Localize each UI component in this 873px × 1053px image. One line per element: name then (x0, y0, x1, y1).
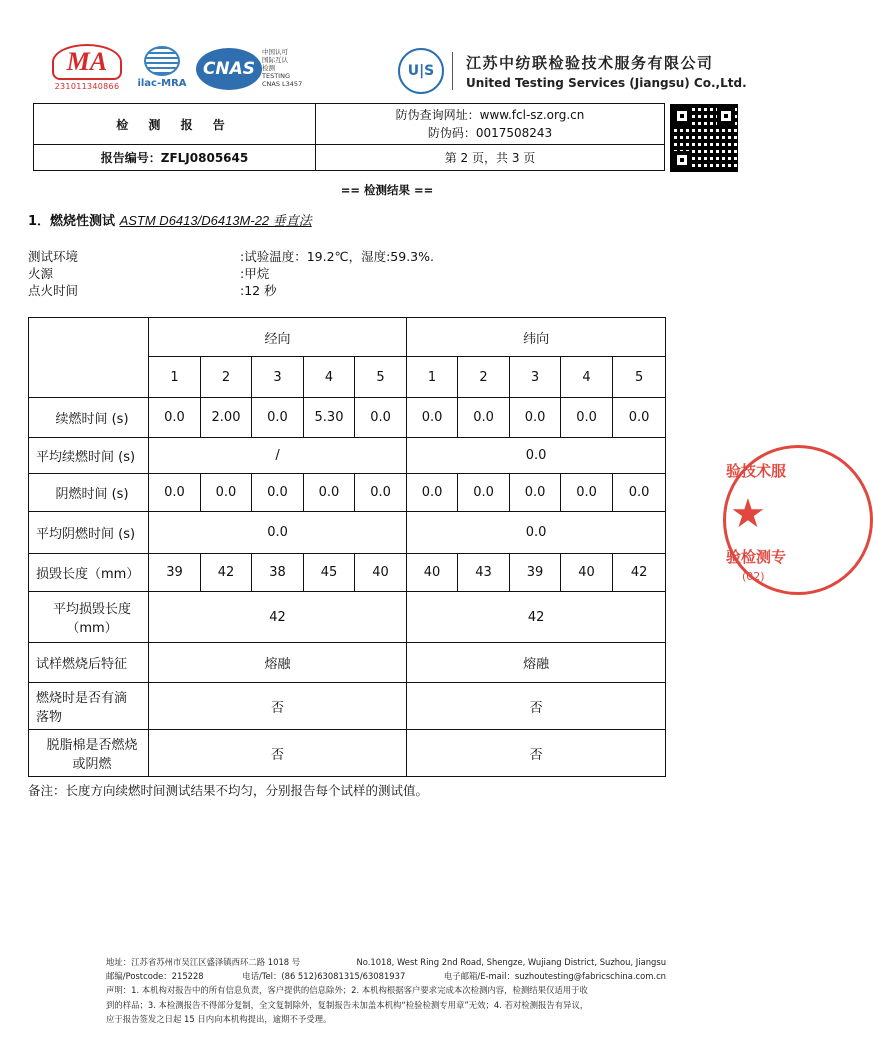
drips-warp: 否 (149, 683, 407, 730)
afterflame-label: 续燃时间 (s) (29, 398, 149, 438)
specimen-number: 5 (355, 357, 407, 398)
footer-statement: 到的样品；3. 本检测报告不得部分复制，全文复制除外，复制报告未加盖本机构“检验检测专用章”无效；4. 若对检测报告有异议， (106, 999, 589, 1010)
report-number: 报告编号：ZFLJ0805645 (34, 145, 316, 171)
avg-afterglow-weft: 0.0 (407, 512, 666, 554)
afterflame-value: 0.0 (561, 398, 613, 438)
cnas-side-line: CNAS L3457 (262, 80, 303, 88)
condition-label: 测试环境 (28, 249, 79, 264)
cma-logo (52, 44, 122, 94)
condition-row (28, 248, 434, 265)
char-length-value: 40 (407, 554, 458, 592)
condition-value: :甲烷 (240, 266, 270, 281)
char-length-value: 40 (355, 554, 407, 592)
test-title-prefix: 1．燃烧性测试 (28, 214, 120, 229)
specimen-number: 4 (304, 357, 355, 398)
footer-address-cn: 地址：江苏省苏州市吴江区盛泽镇西环二路 1018 号 (106, 957, 301, 967)
avg-char-weft: 42 (407, 592, 666, 643)
cotton-weft: 否 (407, 730, 666, 777)
cma-number: 231011340866 (54, 82, 120, 91)
afterglow-value: 0.0 (201, 474, 252, 512)
condition-label: 点火时间 (28, 283, 79, 298)
qr-code-icon (670, 104, 738, 172)
footer-address-en: No.1018, West Ring 2nd Road, Shengze, Wujiang District, Suzhou, Jiangsu (356, 957, 666, 967)
cnas-side-line: 检测 (262, 64, 275, 72)
afterflame-value: 0.0 (458, 398, 510, 438)
condition-value: :试验温度：19.2℃，湿度:59.3%. (240, 249, 434, 264)
test-standard: ASTM D6413/D6413M-22 垂直法 (119, 213, 312, 228)
footer (106, 955, 666, 1026)
avg-afterflame-warp: / (149, 438, 407, 474)
features-weft: 熔融 (407, 643, 666, 683)
features-warp: 熔融 (149, 643, 407, 683)
cnas-side-line: 中国认可 (262, 48, 288, 56)
afterflame-value: 2.00 (201, 398, 252, 438)
cotton-label (29, 730, 149, 777)
specimen-number: 4 (561, 357, 613, 398)
anti-counterfeit-info (316, 104, 665, 145)
afterflame-value: 0.0 (407, 398, 458, 438)
afterglow-value: 0.0 (510, 474, 561, 512)
test-conditions (28, 248, 434, 299)
avg-afterflame-weft: 0.0 (407, 438, 666, 474)
cnas-logo: CNAS (196, 48, 262, 90)
ilac-logo (134, 46, 190, 92)
footer-postcode: 邮编/Postcode：215228 (106, 971, 204, 982)
report-title: 检 测 报 告 (34, 104, 316, 145)
cnas-side-text (262, 48, 322, 88)
afterglow-value: 0.0 (407, 474, 458, 512)
test-title (28, 210, 312, 229)
stamp-top-text: 验技术服 (726, 462, 787, 480)
anti-counterfeit-code: 防伪码：0017508243 (427, 126, 553, 140)
afterglow-value: 0.0 (613, 474, 666, 512)
drips-label-line: 落物 (36, 710, 63, 725)
avg-char-label-line: （mm） (66, 621, 118, 636)
cotton-label-line: 或阴燃 (72, 757, 112, 772)
char-length-value: 43 (458, 554, 510, 592)
specimen-number: 1 (149, 357, 201, 398)
afterglow-value: 0.0 (304, 474, 355, 512)
logo-divider (452, 52, 453, 90)
char-length-value: 38 (252, 554, 304, 592)
footer-statement: 应于报告签发之日起 15 日内向本机构提出，逾期不予受理。 (106, 1013, 332, 1024)
drips-weft: 否 (407, 683, 666, 730)
char-length-value: 39 (149, 554, 201, 592)
footer-tel: 电话/Tel：(86 512)63081315/63081937 (242, 971, 406, 982)
char-length-value: 40 (561, 554, 613, 592)
specimen-number: 2 (458, 357, 510, 398)
globe-icon (144, 46, 180, 76)
uts-logo: U|S (398, 48, 444, 94)
char-length-value: 45 (304, 554, 355, 592)
star-icon: ★ (730, 491, 766, 537)
specimen-number: 3 (252, 357, 304, 398)
company-name-cn: 江苏中纺联检验技术服务有限公司 (466, 54, 714, 72)
cotton-warp: 否 (149, 730, 407, 777)
stamp-bottom-text: 验检测专 (726, 548, 787, 566)
footer-email: 电子邮箱/E-mail：suzhoutesting@fabricschina.com.cn (443, 971, 666, 982)
avg-afterflame-label: 平均续燃时间 (s) (29, 438, 149, 474)
avg-char-warp: 42 (149, 592, 407, 643)
anti-counterfeit-url: 防伪查询网址：www.fcl-sz.org.cn (395, 108, 585, 122)
footer-address-row (106, 955, 666, 969)
company-name-en: United Testing Services (Jiangsu) Co.,Ltd. (466, 76, 747, 90)
char-length-value: 42 (613, 554, 666, 592)
inspection-stamp (723, 445, 873, 595)
cotton-label-line: 脱脂棉是否燃烧 (46, 738, 138, 753)
ilac-label: ilac-MRA (137, 78, 187, 89)
afterglow-value: 0.0 (149, 474, 201, 512)
weft-header: 纬向 (407, 318, 666, 357)
afterglow-value: 0.0 (458, 474, 510, 512)
footer-statement: 声明：1. 本机构对报告中的所有信息负责，客户提供的信息除外；2. 本机构根据客户要求完成本次检测内容，检测结果仅适用于收 (106, 985, 588, 996)
condition-label: 火源 (28, 266, 54, 281)
drips-label-line: 燃烧时是否有滴 (36, 691, 128, 706)
page-info: 第 2 页，共 3 页 (316, 145, 665, 171)
cma-mark-icon: MA (52, 44, 122, 80)
afterflame-value: 0.0 (252, 398, 304, 438)
avg-afterglow-label: 平均阴燃时间 (s) (29, 512, 149, 554)
drips-label (29, 683, 149, 730)
char-length-value: 39 (510, 554, 561, 592)
specimen-number: 2 (201, 357, 252, 398)
afterflame-value: 0.0 (613, 398, 666, 438)
specimen-number: 5 (613, 357, 666, 398)
char-length-value: 42 (201, 554, 252, 592)
char-length-label: 损毁长度（mm） (29, 554, 149, 592)
condition-value: :12 秒 (240, 283, 277, 298)
afterflame-value: 0.0 (355, 398, 407, 438)
warp-header: 经向 (149, 318, 407, 357)
afterglow-value: 0.0 (355, 474, 407, 512)
footer-contact-row (106, 969, 666, 983)
condition-row (28, 282, 434, 299)
cnas-side-line: TESTING (262, 72, 290, 80)
avg-char-label-line: 平均损毁长度 (52, 602, 131, 617)
specimen-number: 3 (510, 357, 561, 398)
specimen-number: 1 (407, 357, 458, 398)
avg-char-label (29, 592, 149, 643)
condition-row (28, 265, 434, 282)
stamp-code: (02) (742, 570, 765, 583)
afterflame-value: 0.0 (510, 398, 561, 438)
afterglow-label: 阴燃时间 (s) (29, 474, 149, 512)
afterglow-value: 0.0 (561, 474, 613, 512)
corner-cell (29, 318, 149, 398)
afterflame-value: 5.30 (304, 398, 355, 438)
afterglow-value: 0.0 (252, 474, 304, 512)
afterflame-value: 0.0 (149, 398, 201, 438)
results-table (28, 317, 666, 777)
section-heading: == 检测结果 == (340, 183, 434, 197)
remark: 备注：长度方向续燃时间测试结果不均匀，分别报告每个试样的测试值。 (28, 783, 429, 798)
cnas-side-line: 国际互认 (262, 56, 288, 64)
report-header-table (33, 103, 665, 171)
avg-afterglow-warp: 0.0 (149, 512, 407, 554)
features-label: 试样燃烧后特征 (29, 643, 149, 683)
